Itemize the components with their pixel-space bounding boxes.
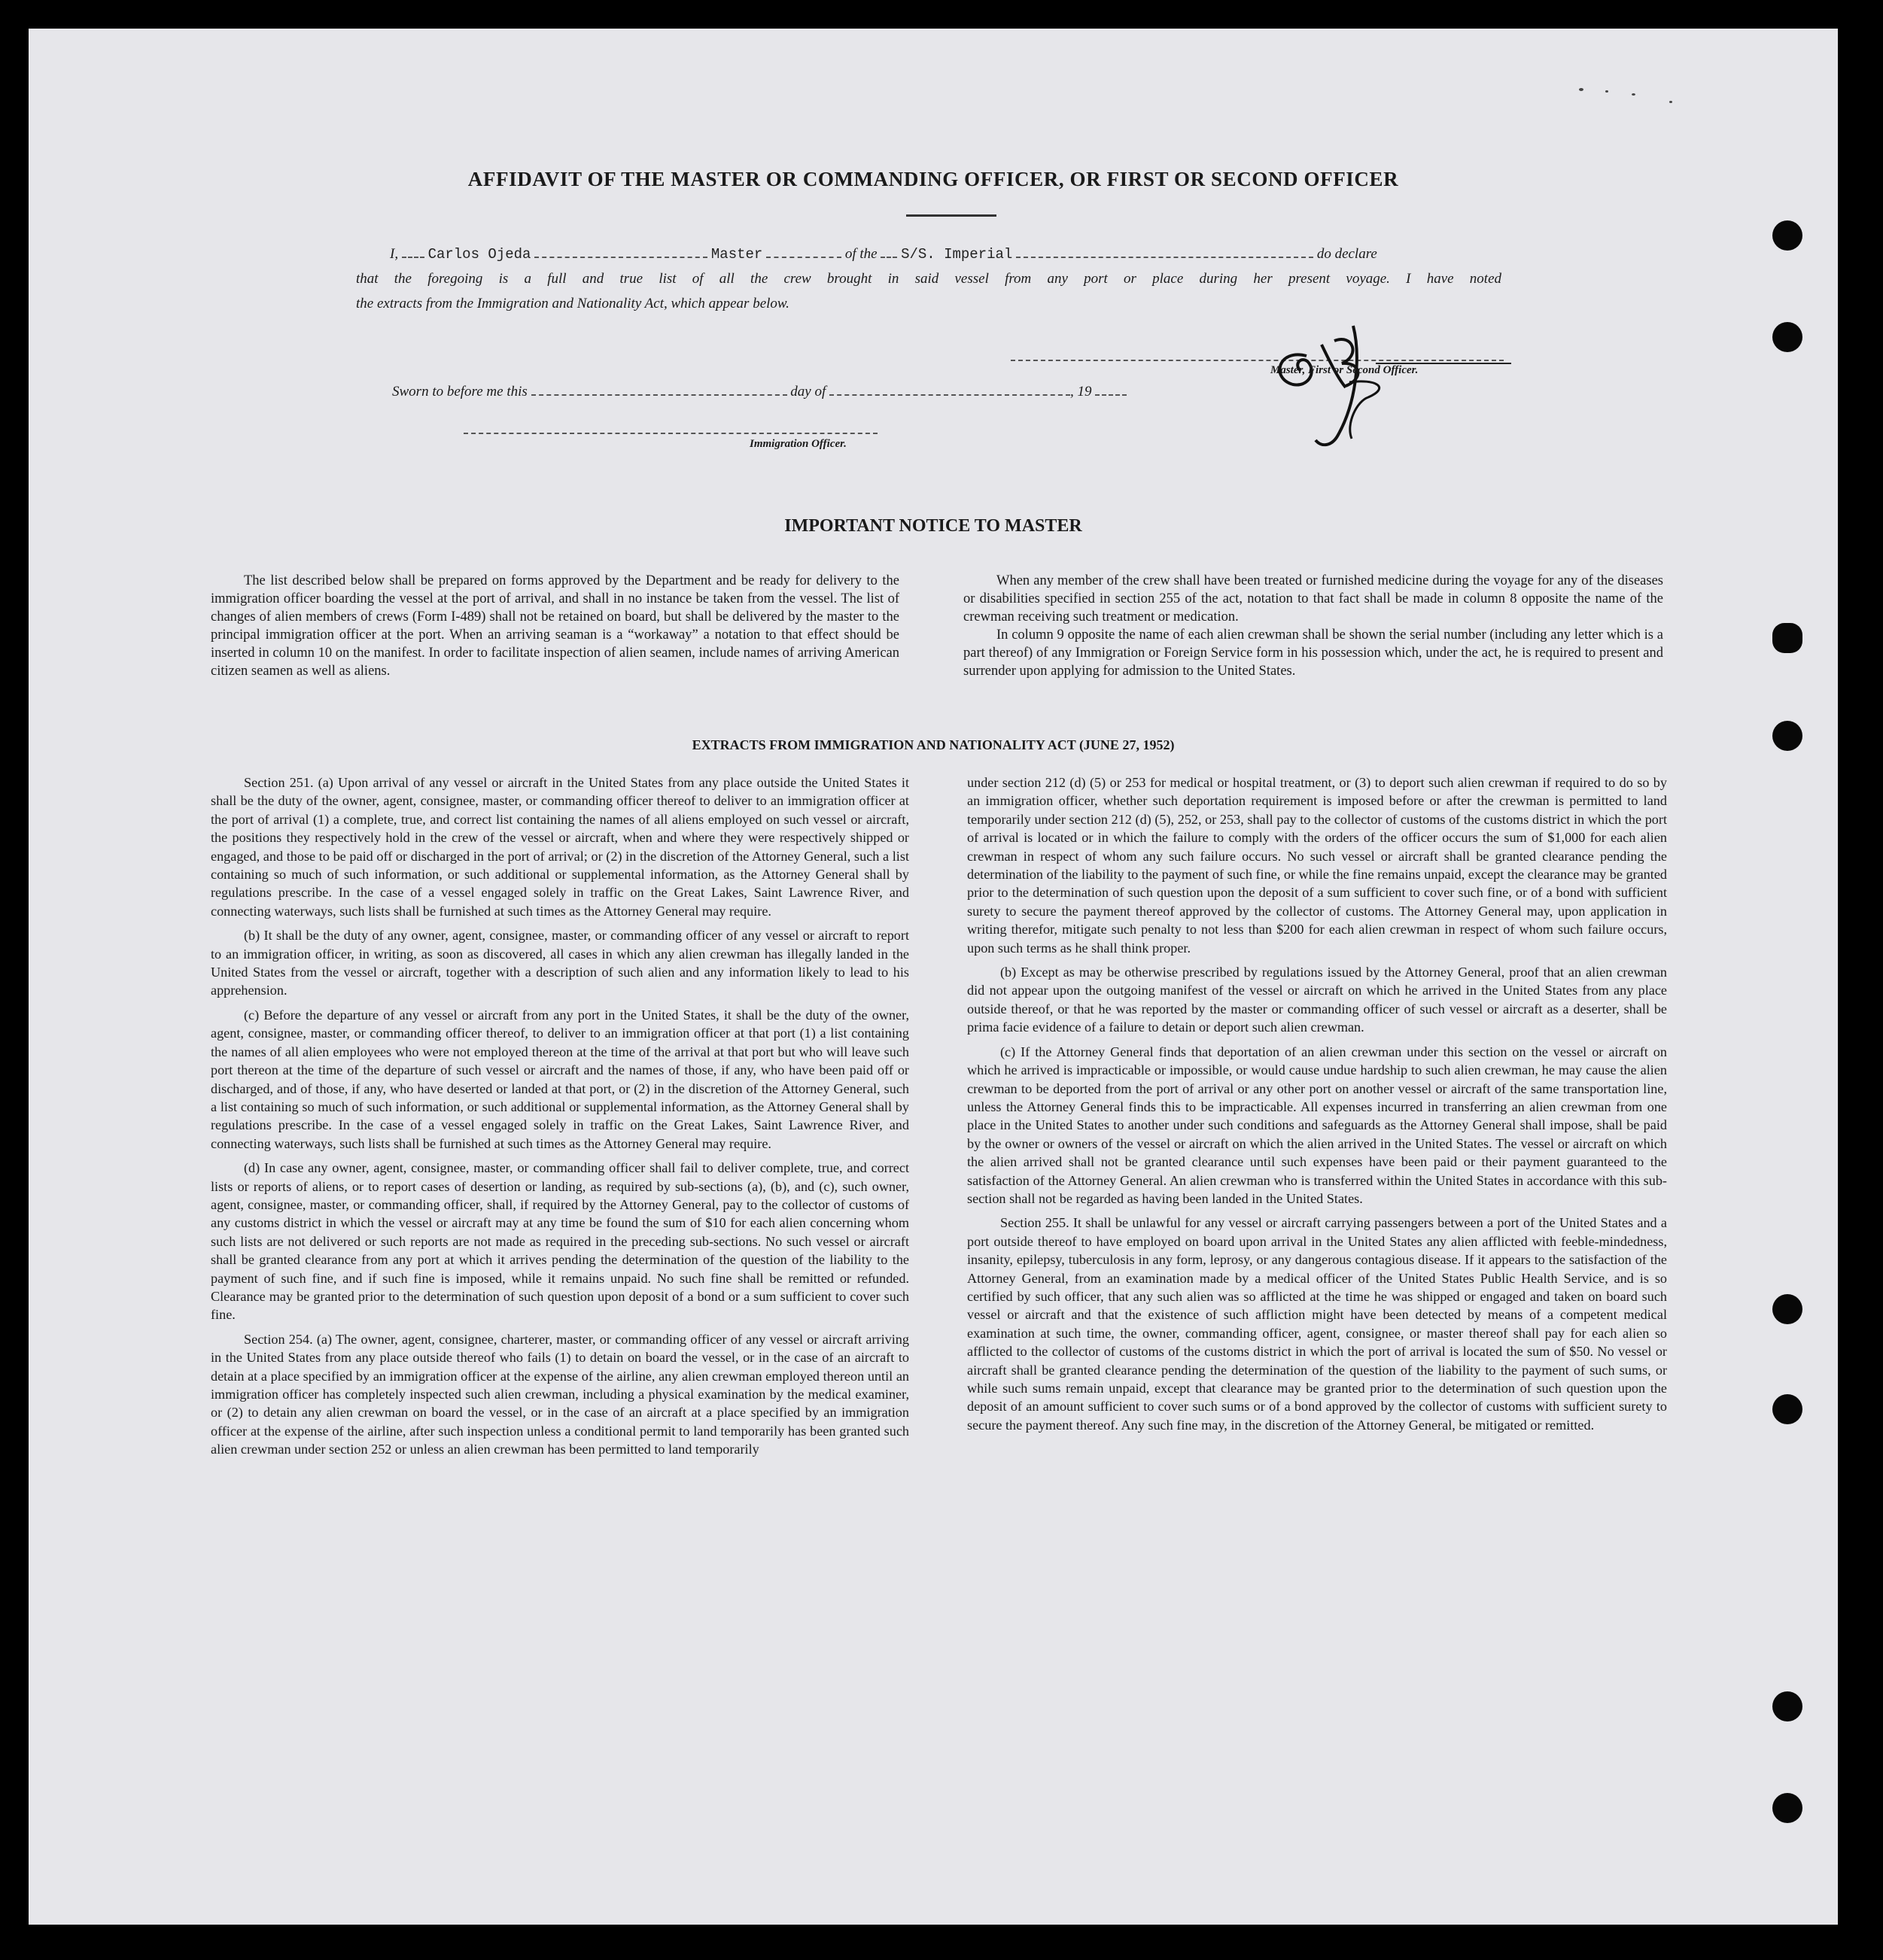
extract-paragraph: (b) Except as may be otherwise prescribed by regulations issued by the Attorney General, proof that an alien crewman did not appear upon the outgoing manifest of the vessel or aircraft on which he arrived in the United States from any place outside thereof, or that he was reported by the master or commanding officer of such vessel or aircraft as a deserter, shall be prima facie evidence of a failure to detain or deport such alien crewman.	[967, 965, 1667, 1035]
extract-paragraph: Section 254. (a) The owner, agent, consignee, charterer, master, or commanding officer of any vessel or aircraft arriving in the United States from any place outside thereof who fails (1) to detain on board the vessel, or in the case of an aircraft to detain at a place specified by an immigration officer at the expense of the airline, any alien crewman employed thereon until an immigration officer has completely inspected such alien crewman, including a physical examination by the medical examiner, or (2) to detain any alien crewman on board the vessel, or in the case of an aircraft at a place specified by an immigration officer at the expense of the airline, after such inspection unless a conditional permit to land temporarily has been granted such alien crewman under section 252 or unless an alien crewman has been permitted to land temporarily	[211, 1331, 909, 1457]
binder-hole-icon	[1772, 1691, 1802, 1721]
declaration-line-1: I, Carlos Ojeda Master of the S/S. Imperial do declare	[390, 246, 1377, 263]
extract-paragraph: (b) It shall be the duty of any owner, agent, consignee, master, or commanding officer of any vessel or aircraft to report to an immigration officer, in writing, as soon as discovered, all cases in which any alien crewman has illegally landed in the United States from the vessel or aircraft, together with a description of such alien and any information likely to lead to his apprehension.	[211, 928, 909, 998]
extract-paragraph: Section 251. (a) Upon arrival of any vessel or aircraft in the United States from any place outside the United States it shall be the duty of the owner, agent, consignee, master, or commanding officer thereof to deliver to an immigration officer at the port of arrival (1) a complete, true, and correct list containing the names of all aliens employed on such vessel or aircraft, the positions they respectively hold in the crew of the vessel or aircraft, when and where they were respectively shipped or engaged, and those to be paid off or discharged in the port of arrival; or (2) in the discretion of the Attorney General, such a list containing so much of such information, or such additional or supplemental information, as the Attorney General shall by regulations prescribe. In the case of a vessel engaged solely in traffic on the Great Lakes, Saint Lawrence River, and connecting waterways, such lists shall be furnished at such times as the Attorney General may require.	[211, 775, 909, 919]
binder-hole-icon	[1772, 721, 1802, 751]
binder-hole-icon	[1772, 623, 1802, 653]
rank-field[interactable]: Master	[710, 246, 763, 263]
binder-hole-icon	[1772, 220, 1802, 251]
signature-icon	[1263, 303, 1511, 454]
signature-caption: Master, First or Second Officer.	[1270, 364, 1419, 376]
speck	[1632, 93, 1635, 96]
speck	[1579, 88, 1583, 91]
notice-right-paragraph-2: In column 9 opposite the name of each alien crewman shall be shown the serial number (including any letter which is a part thereof) of any Immigration or Foreign Service form in his possession which, under the act, he is required to present and surrender upon applying for admission to the United States.	[963, 628, 1663, 679]
extract-paragraph: Section 255. It shall be unlawful for any vessel or aircraft carrying passengers between a port of the United States and a port outside thereof to have employed on board upon arrival in the United States any alien afflicted with feeble-mindedness, insanity, epilepsy, tuberculosis in any form, leprosy, or any dangerous contagious disease. If it appears to the satisfaction of the Attorney General, from an examination made by a medical officer of the United States Public Health Service, and is so certified by such officer, that any such alien was so afflicted at the time he was shipped or engaged and taken on board such vessel or aircraft and that the existence of such affliction might have been detected by means of a competent medical examination at such time, the owner, commanding officer, agent, consignee, or master thereof shall pay for each alien so afflicted to the collector of customs of the customs district in which the port of arrival is located the sum of $50. No vessel or aircraft shall be granted clearance pending the determination of the question of the liability to the payment of such sums, or while such sums remain unpaid, except that clearance may be granted prior to the determination of such question upon the deposit of an amount sufficient to cover such sums or of a bond approved by the collector of customs with sufficient surety to secure the payment thereof. Any such fine may, in the discretion of the Attorney General, be mitigated or remitted.	[967, 1215, 1667, 1433]
extracts-left-column	[211, 773, 909, 1465]
extract-paragraph: (c) If the Attorney General finds that deportation of an alien crewman under this section on the vessel or aircraft on which he arrived is impracticable or impossible, or would cause undue hardship to such alien crewman, he may cause the alien crewman to be deported from the port of arrival or any other port on another vessel or aircraft of the same transportation line, unless the Attorney General finds this to be impracticable. All expenses incurred in transferring an alien crewman from one place in the United States to another under such conditions and safeguards as the Attorney General shall impose, shall be paid by the owner or owners of the vessel or aircraft on which the alien arrived in the United States. The vessel or aircraft on which the alien arrived shall not be granted clearance until such expenses have been paid or their payment guaranteed to the satisfaction of the Attorney General. An alien crewman who is transferred within the United States in accordance with this sub-section shall not be regarded as having been landed in the United States.	[967, 1044, 1667, 1206]
speck	[1605, 90, 1608, 93]
crew-name-field[interactable]: Carlos Ojeda	[427, 246, 531, 263]
extract-paragraph: (d) In case any owner, agent, consignee, master, or commanding officer shall fail to deliver complete, true, and correct lists or reports of aliens, or to report cases of desertion or landing, as required by sub-sections (a), (b), and (c), such owner, agent, consignee, master, or commanding officer, shall, if required by the Attorney General, pay to the collector of customs of any customs district in which the vessel or aircraft may at any time be found the sum of $10 for each alien concerning whom such lists are not delivered or such reports are not made as required in the preceding sub-sections. No such vessel or aircraft shall be granted clearance from any port at which it arrives pending the determination of the question of the liability to the payment of such fine, and if such fine is imposed, while it remains unpaid. No such fine shall be remitted or refunded. Clearance may be granted prior to the determination of such question upon deposit of a bond or a sum sufficient to cover such fine.	[211, 1160, 909, 1323]
extract-paragraph: (c) Before the departure of any vessel or aircraft from any port in the United States, it shall be the duty of the owner, agent, consignee, master, or commanding officer thereof, to deliver to an immigration officer at that port (1) a list containing the names of all alien employees who were not employed thereon at the time of the arrival at that port but who will leave such port thereon at the time of the departure of such vessel or aircraft and the names of those, if any, who have been paid off or discharged, and of those, if any, who have deserted or landed at that port, or (2) in the discretion of the Attorney General, such a list containing so much of such information, or such additional or supplemental information, as the Attorney General shall by regulations prescribe. In the case of a vessel engaged solely in traffic on the Great Lakes, Saint Lawrence River, and connecting waterways, such lists shall be furnished at such times as the Attorney General may require.	[211, 1007, 909, 1151]
binder-hole-icon	[1772, 322, 1802, 352]
declaration-line-2: that the foregoing is a full and true list of all the crew brought in said vessel from any port or place during her present voyage. I have noted	[356, 271, 1501, 287]
affidavit-title: AFFIDAVIT OF THE MASTER OR COMMANDING OFFICER, OR FIRST OR SECOND OFFICER	[467, 168, 1399, 190]
declaration-line-3: the extracts from the Immigration and Nationality Act, which appear below.	[356, 296, 789, 311]
officer-signature-line	[464, 433, 878, 434]
extracts-title: EXTRACTS FROM IMMIGRATION AND NATIONALITY ACT (JUNE 27, 1952)	[692, 737, 1175, 752]
speck	[1669, 101, 1672, 103]
sworn-line: Sworn to before me this day of , 19	[392, 382, 1127, 400]
binder-hole-icon	[1772, 1793, 1802, 1823]
binder-hole-icon	[1772, 1294, 1802, 1324]
extract-paragraph: under section 212 (d) (5) or 253 for medical or hospital treatment, or (3) to deport such alien crewman if required to do so by an immigration officer, whether such deportation requirement is imposed before or after the crewman is permitted to land temporarily under section 212 (d) (5), 252, or 253, shall pay to the collector of customs of the customs district in which the port of arrival is located or in which the failure to comply with the orders of the officer occurs the sum of $1,000 for each alien crewman in respect of whom any such failure occurs. No such vessel or aircraft shall be granted clearance pending the determination of the liability to the payment of such fine, or while the fine remains unpaid, except the clearance may be granted prior to the determination of such question upon the deposit of a sum sufficient to cover such fine, or of a bond with sufficient surety to secure the payment thereof approved by the collector of customs. The Attorney General may, upon application in writing therefor, mitigate such penalty to not less than $200 for each alien crewman in respect of whom such failure occurs, upon such terms as he shall think proper.	[967, 775, 1667, 956]
notice-title: IMPORTANT NOTICE TO MASTER	[784, 516, 1082, 536]
notice-right-paragraph-1: When any member of the crew shall have been treated or furnished medicine during the voyage for any of the diseases or disabilities specified in section 255 of the act, notation to that fact shall be made in column 8 opposite the name of the crewman receiving such treatment or medication.	[963, 573, 1663, 624]
vessel-field[interactable]: S/S. Imperial	[901, 246, 1013, 263]
document-page	[29, 29, 1838, 1925]
notice-right-column	[963, 572, 1663, 686]
title-rule	[906, 214, 996, 217]
binder-hole-icon	[1772, 1394, 1802, 1424]
notice-left-paragraph: The list described below shall be prepared on forms approved by the Department and be ready for delivery to the immigration officer boarding the vessel at the port of arrival, and shall in no instance be taken from the vessel. The list of changes of alien members of crews (Form I-489) shall not be retained on board, but shall be delivered by the master to the principal immigration officer at the port. When an arriving seaman is a “workaway” a notation to that effect should be inserted in column 10 on the manifest. In order to facilitate inspection of alien seamen, include names of arriving American citizen seamen as well as aliens.	[211, 573, 899, 679]
notice-left-column	[211, 572, 899, 686]
officer-caption: Immigration Officer.	[750, 438, 847, 450]
extracts-right-column	[967, 773, 1667, 1440]
